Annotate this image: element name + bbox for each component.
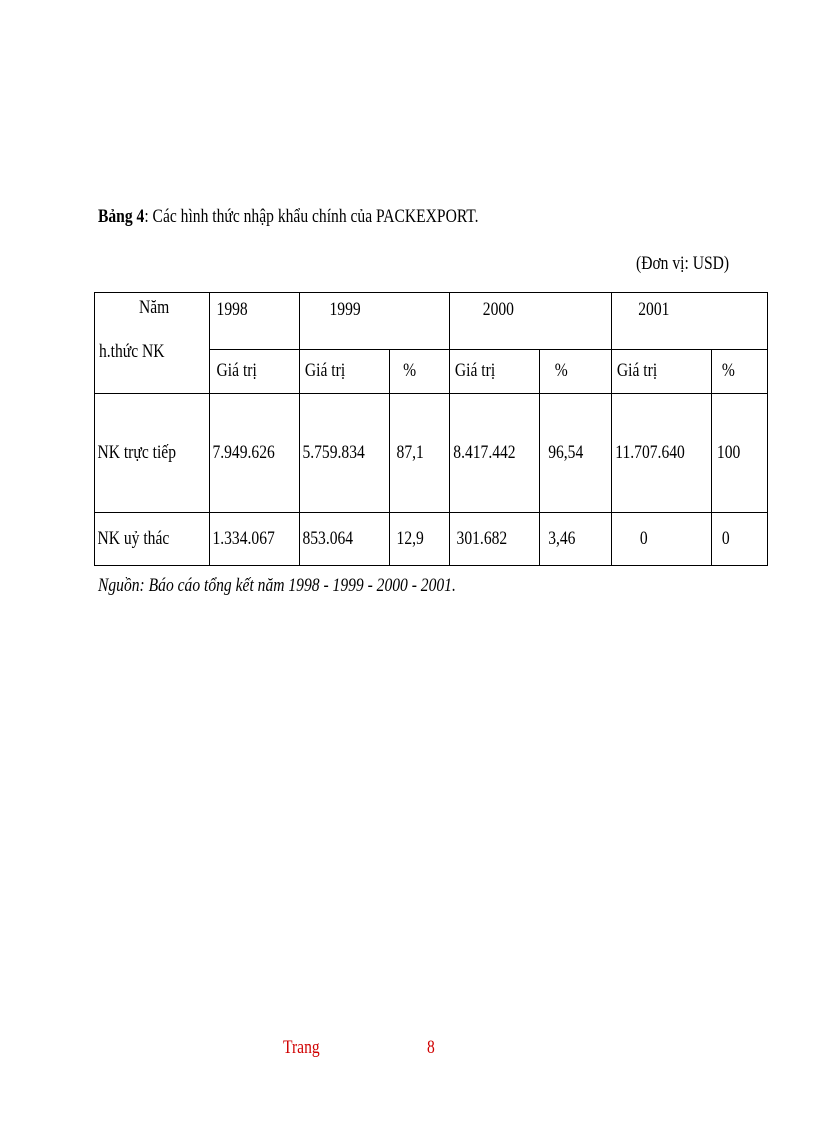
table-caption <box>98 206 562 228</box>
page-label: Trang <box>283 1037 320 1058</box>
table-row <box>95 394 768 513</box>
table-cell: 12,9 <box>390 513 450 566</box>
year-header-2000: 2000 <box>450 293 612 350</box>
table-cell: 96,54 <box>540 394 612 513</box>
sub-header-value: Giá trị <box>450 349 540 393</box>
table-cell: 1.334.067 <box>210 513 300 566</box>
caption-text: : Các hình thức nhập khẩu chính của PACKEXPORT. <box>144 206 479 227</box>
table-cell: 11.707.640 <box>612 394 712 513</box>
sub-header-percent: % <box>712 349 768 393</box>
sub-header-value: Giá trị <box>612 349 712 393</box>
table-cell: 8.417.442 <box>450 394 540 513</box>
import-forms-table <box>94 292 768 566</box>
row-label: NK uỷ thác <box>95 513 210 566</box>
sub-header-value: Giá trị <box>210 349 300 393</box>
corner-form-label: h.thức NK <box>99 341 165 362</box>
table-cell: 7.949.626 <box>210 394 300 513</box>
corner-header-cell <box>95 293 210 394</box>
caption-label: Bảng 4 <box>98 206 145 227</box>
table-cell: 3,46 <box>540 513 612 566</box>
table-cell: 0 <box>712 513 768 566</box>
page-number: 8 <box>427 1037 435 1058</box>
table-cell: 100 <box>712 394 768 513</box>
corner-year-label: Năm <box>139 297 170 318</box>
sub-header-percent: % <box>390 349 450 393</box>
table-cell: 5.759.834 <box>300 394 390 513</box>
sub-header-percent: % <box>540 349 612 393</box>
table-row <box>95 513 768 566</box>
source-note: Nguồn: Báo cáo tổng kết năm 1998 - 1999 - 2000 - 2001. <box>98 575 456 596</box>
year-header-1999: 1999 <box>300 293 450 350</box>
table-cell: 853.064 <box>300 513 390 566</box>
table-cell: 0 <box>612 513 712 566</box>
sub-header-value: Giá trị <box>300 349 390 393</box>
unit-label: (Đơn vị: USD) <box>636 253 730 274</box>
table-cell: 301.682 <box>450 513 540 566</box>
year-header-2001: 2001 <box>612 293 768 350</box>
row-label: NK trực tiếp <box>95 394 210 513</box>
year-header-1998: 1998 <box>210 293 300 350</box>
table-cell: 87,1 <box>390 394 450 513</box>
